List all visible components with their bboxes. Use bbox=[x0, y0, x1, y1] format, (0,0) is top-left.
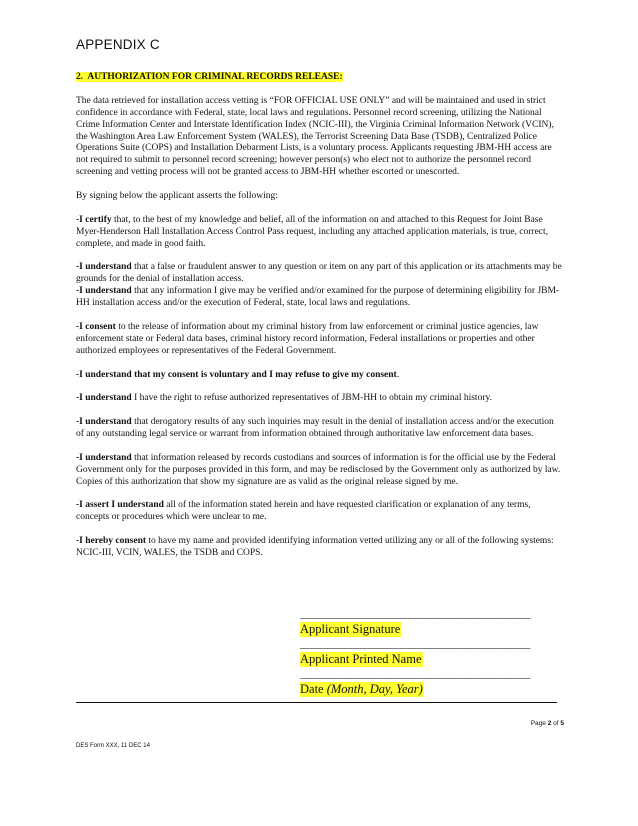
statement-text: to the release of information about my criminal history from law enforcement or criminal justice agencies, law enforcement state or Federal data bases, criminal history record information, Federal installations or properties and other authorized employees or representatives of the Federal Government. bbox=[76, 321, 539, 356]
statement-right-to-refuse bbox=[76, 393, 562, 405]
statement-lead: -I understand bbox=[76, 262, 132, 273]
statement-lead: -I assert I understand bbox=[76, 500, 164, 511]
form-identifier: DES Form XXX, 11 DEC 14 bbox=[76, 743, 150, 749]
statement-text: all of the information stated herein and have requested clarification or explanation of any terms, concepts or procedures which were unclear to me. bbox=[76, 500, 531, 523]
page-number bbox=[531, 720, 564, 727]
section-number: 2. bbox=[76, 72, 84, 82]
statement-text: that any information I give may be verified and/or examined for the purpose of determining eligibility for JBM-HH installation access and/or the execution of Federal, state, local laws and regulations. bbox=[76, 286, 560, 309]
statement-verification bbox=[76, 286, 562, 310]
date-line[interactable]: ______________________________________________ bbox=[300, 668, 530, 680]
statement-text: . bbox=[396, 369, 400, 380]
statement-lead: -I certify bbox=[76, 214, 112, 225]
assert-line: By signing below the applicant asserts the following: bbox=[76, 191, 278, 202]
page-divider bbox=[76, 702, 557, 703]
printed-name-field[interactable] bbox=[300, 638, 530, 668]
section-heading-highlight bbox=[76, 72, 343, 82]
page-current: 2 bbox=[547, 720, 552, 727]
statement-certify bbox=[76, 215, 562, 251]
statement-text: that information released by records custodians and sources of information is for the official use by the Federal Government only for the purposes provided in this form, and may be redisclosed by the Government only as authorized by law. Copies of this authorization that show my signature are as valid as the original release signed by me. bbox=[76, 452, 561, 487]
authorization-section bbox=[76, 72, 562, 572]
date-format-hint: (Month, Day, Year) bbox=[326, 682, 423, 696]
applicant-printed-name-label: Applicant Printed Name bbox=[300, 652, 422, 666]
statement-lead: -I understand bbox=[76, 452, 132, 463]
statement-text: that a false or fraudulent answer to any question or item on any part of this application or its attachments may be grounds for the denial of installation access. bbox=[76, 262, 562, 285]
date-label-wrap bbox=[300, 682, 424, 697]
signature-field[interactable] bbox=[300, 608, 530, 638]
page-of: of bbox=[551, 720, 561, 727]
page-total: 5 bbox=[560, 720, 564, 727]
statement-official-use bbox=[76, 453, 562, 489]
signature-line[interactable]: ______________________________________________ bbox=[300, 608, 530, 620]
statement-text: that, to the best of my knowledge and belief, all of the information on and attached to this Request for Joint Base Myer-Henderson Hall Installation Access Control Pass request, including any attached application materials, is true, correct, complete, and made in good faith. bbox=[76, 214, 549, 249]
intro-paragraph: The data retrieved for installation access vetting is “FOR OFFICIAL USE ONLY” and will be maintained and used in strict confidence in accordance with Federal, state, local laws and regulations. Personnel record screening, utilizing the National Crime Information Center and Interstate Identification Index (NCIC-III), the Virginia Criminal Information Network (VCIN), the Washington Area Law Enforcement System (WALES), the Terrorist Screening Data Base (TSDB), Centralized Police Operations Suite (COPS) and Installation Debarment Lists, is a voluntary process. Applicants requesting JBM-HH access are not required to submit to personnel record screening; however person(s) who elect not to authorize the personnel record screening and vetting process will not be granted access to JBM-HH whether escorted or unescorted. bbox=[76, 95, 554, 178]
statement-lead: -I consent bbox=[76, 321, 116, 332]
printed-name-line[interactable]: ______________________________________________ bbox=[300, 638, 530, 650]
statement-consent-release bbox=[76, 322, 562, 358]
statement-lead: -I understand bbox=[76, 393, 132, 404]
statement-voluntary bbox=[76, 370, 562, 382]
section-title: AUTHORIZATION FOR CRIMINAL RECORDS RELEASE: bbox=[87, 72, 343, 82]
statement-lead: -I understand that my consent is voluntary and I may refuse to give my consent bbox=[76, 369, 397, 380]
statement-text: that derogatory results of any such inquiries may result in the denial of installation access and/or the execution of any outstanding legal service or warrant from information obtained through authoritative law enforcement data bases. bbox=[76, 417, 554, 440]
statement-hereby-consent bbox=[76, 536, 562, 560]
statement-assert-understand bbox=[76, 500, 562, 524]
date-label: Date bbox=[300, 682, 327, 696]
statement-lead: -I hereby consent bbox=[76, 536, 147, 547]
appendix-title: APPENDIX C bbox=[76, 37, 160, 52]
section-heading bbox=[76, 72, 562, 84]
statement-text: to have my name and provided identifying information vetted utilizing any or all of the following systems: NCIC-III, VCIN, WALES, the TSDB and COPS. bbox=[76, 536, 554, 559]
date-field[interactable] bbox=[300, 668, 530, 698]
statement-text: I have the right to refuse authorized representatives of JBM-HH to obtain my criminal history. bbox=[131, 393, 492, 404]
applicant-signature-label: Applicant Signature bbox=[300, 622, 401, 636]
page-prefix: Page bbox=[530, 720, 548, 727]
statement-lead: -I understand bbox=[76, 286, 132, 297]
statement-derogatory-results bbox=[76, 417, 562, 441]
statement-false-answer bbox=[76, 262, 562, 286]
statement-lead: -I understand bbox=[76, 417, 132, 428]
